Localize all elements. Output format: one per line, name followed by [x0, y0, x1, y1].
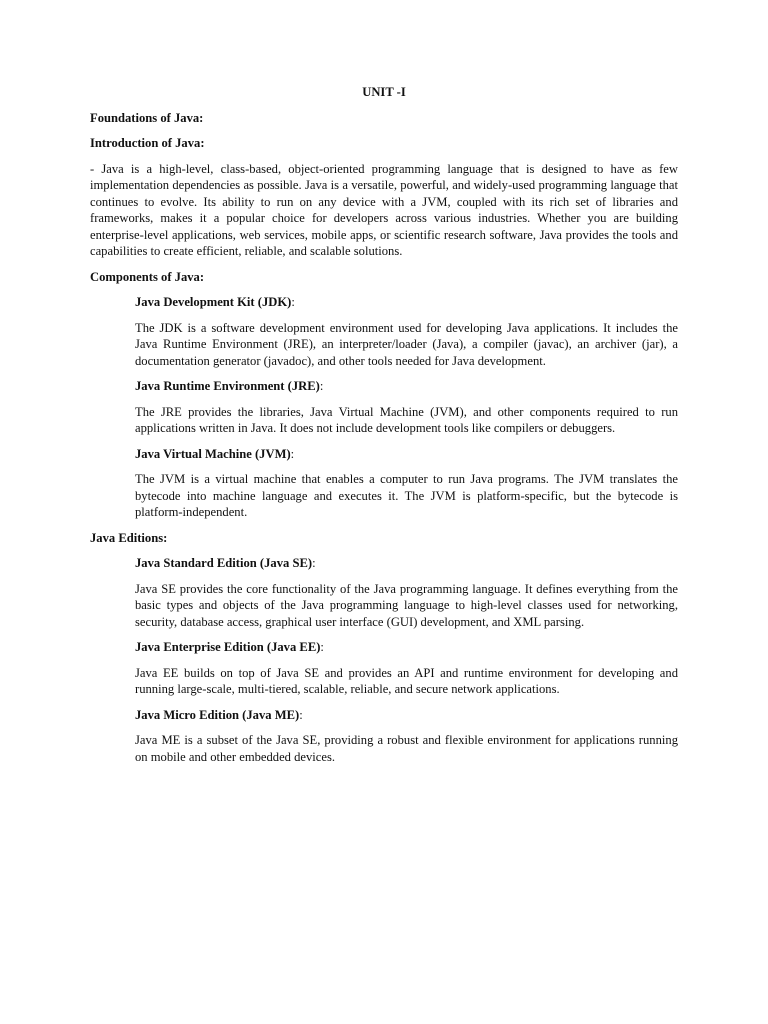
- component-jdk-text: The JDK is a software development environment used for developing Java applications. It includes the Java Runtime Environment (JRE), an interpreter/loader (Java), a compiler (javac), an archiver (jar), a documentation generator (javadoc), and other tools needed for Java development.: [135, 320, 678, 368]
- page-title: UNIT -I: [362, 85, 406, 99]
- edition-me-colon: :: [299, 707, 303, 722]
- document-page: [90, 84, 678, 774]
- intro-heading: Introduction of Java:: [90, 136, 205, 150]
- edition-ee-text: Java EE builds on top of Java SE and provides an API and runtime environment for developing and running large-scale, multi-tiered, scalable, reliable, and secure network applications.: [135, 665, 678, 696]
- component-jre-heading: [135, 378, 678, 395]
- editions-heading: Java Editions:: [90, 530, 168, 545]
- edition-me-text: Java ME is a subset of the Java SE, providing a robust and flexible environment for applications running on mobile and other embedded devices.: [135, 733, 678, 764]
- component-jdk-heading: [135, 294, 678, 311]
- intro-paragraph: - Java is a high-level, class-based, object-oriented programming language that is designed to have as few implementation dependencies as possible. Java is a versatile, powerful, and widely-used programming language that continues to evolve. Its ability to run on any device with a JVM, coupled with its rich set of libraries and frameworks, makes it a popular choice for developers across various industries. Whether you are building enterprise-level applications, web services, mobile apps, or scientific research software, Java provides the tools and capabilities to create efficient, reliable, and scalable solutions.: [90, 161, 678, 258]
- components-heading: Components of Java:: [90, 269, 205, 284]
- edition-se-name: Java Standard Edition (Java SE): [135, 556, 313, 570]
- component-jvm-colon: :: [290, 446, 295, 461]
- edition-ee-name: Java Enterprise Edition (Java EE): [135, 640, 321, 654]
- component-jre-colon: :: [319, 379, 324, 393]
- edition-se-text: Java SE provides the core functionality of the Java programming language. It defines everything from the basic types and objects of the Java programming language to high-level classes used for networking, security, database access, graphical user interface (GUI) development, and XML parsing.: [135, 581, 678, 629]
- edition-ee-heading: [135, 639, 678, 656]
- edition-me-heading: [135, 707, 678, 724]
- edition-se-colon: :: [312, 556, 316, 570]
- component-jdk-name: Java Development Kit (JDK): [135, 295, 292, 309]
- foundations-heading: Foundations of Java:: [90, 110, 204, 125]
- component-jvm-name: Java Virtual Machine (JVM): [135, 446, 291, 461]
- component-jvm-heading: [135, 446, 678, 463]
- component-jre-name: Java Runtime Environment (JRE): [135, 379, 320, 393]
- component-jdk-colon: :: [291, 295, 295, 309]
- edition-se-heading: [135, 555, 678, 572]
- edition-me-name: Java Micro Edition (Java ME): [135, 707, 300, 722]
- component-jvm-text: The JVM is a virtual machine that enables a computer to run Java programs. The JVM translates the bytecode into machine language and executes it. The JVM is platform-specific, but the bytecode is platform-independent.: [135, 472, 678, 519]
- component-jre-text: The JRE provides the libraries, Java Virtual Machine (JVM), and other components required to run applications written in Java. It does not include development tools like compilers or debuggers.: [135, 404, 678, 435]
- edition-ee-colon: :: [320, 640, 324, 654]
